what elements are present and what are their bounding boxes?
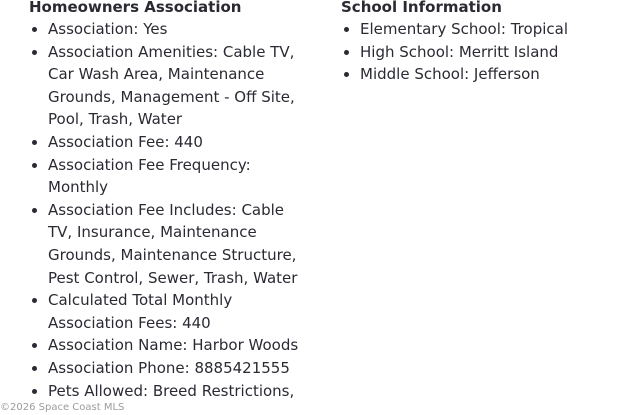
hoa-item-fee-includes: Association Fee Includes: Cable TV, Insurance, Maintenance Grounds, Maintenance Structure, Pest Control, Sewer, Trash, Water: [29, 199, 309, 289]
hoa-title: Homeowners Association: [29, 0, 242, 16]
hoa-item-pets-allowed: Pets Allowed: Breed Restrictions,: [29, 380, 309, 403]
hoa-item-association-name: Association Name: Harbor Woods: [29, 334, 309, 357]
hoa-section: [29, 0, 309, 402]
hoa-item-amenities: Association Amenities: Cable TV, Car Wash Area, Maintenance Grounds, Management - Off Site, Pool, Trash, Water: [29, 41, 309, 131]
school-item-high: High School: Merritt Island: [341, 41, 631, 64]
hoa-list: [29, 18, 309, 402]
school-title: School Information: [341, 0, 502, 16]
hoa-item-total-monthly-fees: Calculated Total Monthly Association Fees: 440: [29, 289, 309, 334]
school-section: [341, 0, 631, 86]
hoa-item-association-phone: Association Phone: 8885421555: [29, 357, 309, 380]
hoa-item-fee-frequency: Association Fee Frequency: Monthly: [29, 154, 309, 199]
school-list: [341, 18, 631, 86]
school-item-elementary: Elementary School: Tropical: [341, 18, 631, 41]
hoa-item-fee: Association Fee: 440: [29, 131, 309, 154]
school-item-middle: Middle School: Jefferson: [341, 63, 631, 86]
hoa-item-association: Association: Yes: [29, 18, 309, 41]
mls-copyright: ©2026 Space Coast MLS: [0, 402, 125, 413]
